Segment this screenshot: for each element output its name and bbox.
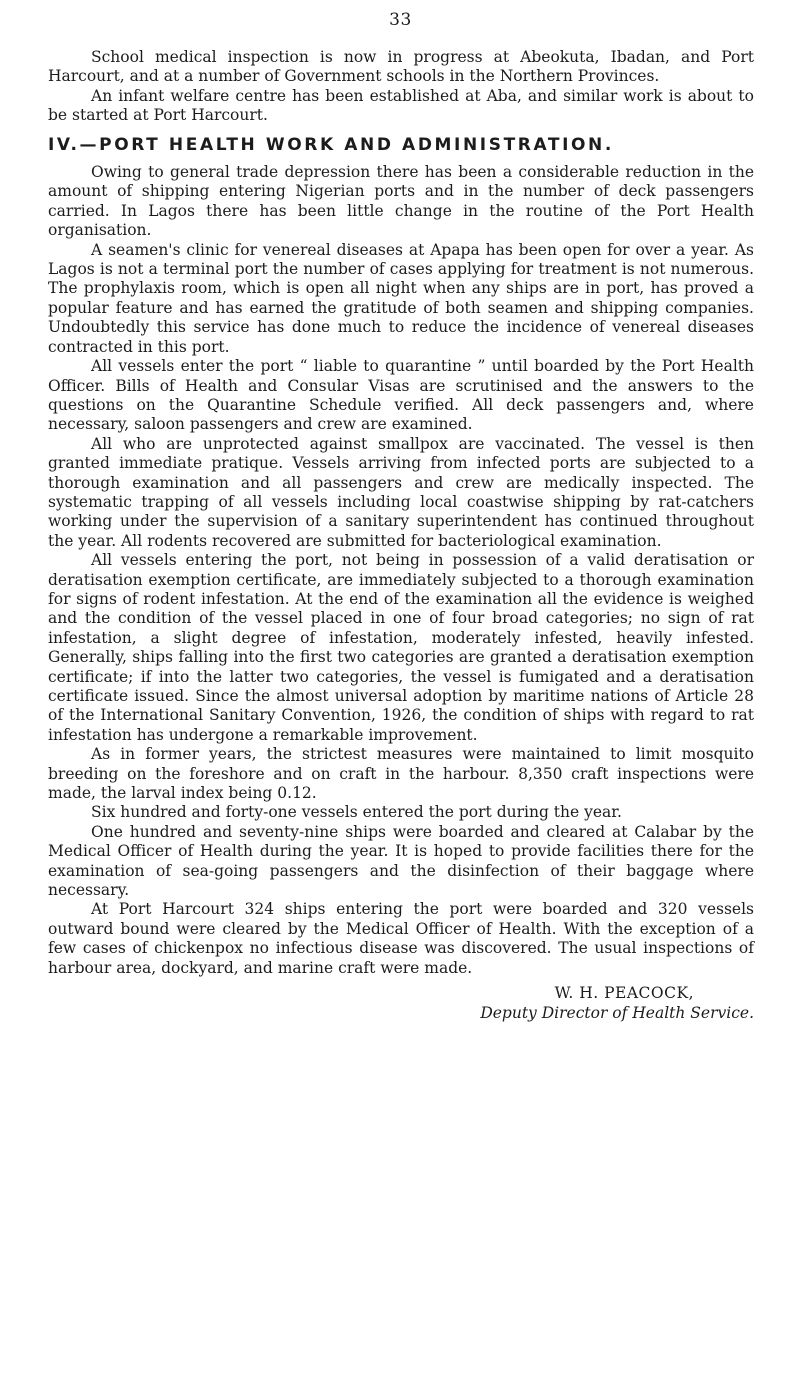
signature-title: Deputy Director of Health Service.: [480, 1003, 754, 1022]
paragraph-calabar: One hundred and seventy-nine ships were boarded and cleared at Calabar by the Medical Officer of Health during the year. It is hoped to provide facilities there for the examination of sea-going passengers and the disinfection of their baggage where necessary.: [48, 822, 754, 900]
paragraph-school-inspection: School medical inspection is now in progress at Abeokuta, Ibadan, and Port Harcourt, and at a number of Government schools in the Northern Provinces.: [48, 48, 754, 86]
paragraph-vessels-entered: Six hundred and forty-one vessels entered the port during the year.: [91, 803, 622, 822]
paragraph-deratisation: All vessels entering the port, not being in possession of a valid deratisation or deratisation exemption certificate, are immediately subjected to a thorough examination for signs of rodent infestation. At the end of the examination all the evidence is weighed and the condition of the vessel placed in one of four broad categories; no sign of rat infestation, a slight degree of infestation, moderately infested, heavily infested. Generally, ships falling into the first two categories are granted a deratisation exemption certificate; if into the latter two categories, the vessel is fumigated and a deratisation certificate issued. Since the almost universal adoption by maritime nations of Article 28 of the International Sanitary Convention, 1926, the condition of ships with regard to rat infestation has undergone a remarkable improvement.: [48, 551, 754, 744]
signature-name: W. H. PEACOCK,: [554, 984, 694, 1003]
paragraph-infant-welfare: An infant welfare centre has been established at Aba, and similar work is about to be started at Port Harcourt.: [48, 86, 754, 125]
signature-block: [48, 984, 754, 1023]
section-heading: IV.—PORT HEALTH WORK AND ADMINISTRATION.: [48, 134, 614, 155]
page-number: 33: [389, 10, 412, 30]
paragraph-mosquito: As in former years, the strictest measures were maintained to limit mosquito breeding on the foreshore and on craft in the harbour. 8,350 craft inspections were made, the larval index being 0.12.: [48, 745, 754, 803]
paragraph-quarantine: All vessels enter the port “ liable to quarantine ” until boarded by the Port Health Officer. Bills of Health and Consular Visas are scrutinised and the answers to the questions on the Quarantine Schedule verified. All deck passengers and, where necessary, saloon passengers and crew are examined.: [48, 357, 754, 434]
paragraph-port-harcourt: At Port Harcourt 324 ships entering the port were boarded and 320 vessels outward bound were cleared by the Medical Officer of Health. With the exception of a few cases of chickenpox no infectious disease was discovered. The usual inspections of harbour area, dockyard, and marine craft were made.: [48, 900, 754, 977]
paragraph-smallpox: All who are unprotected against smallpox are vaccinated. The vessel is then granted immediate pratique. Vessels arriving from infected ports are subjected to a thorough examination and all passengers and crew are medically inspected. The systematic trapping of all vessels including local coastwise shipping by rat-catchers working under the supervision of a sanitary superintendent has continued throughout the year. All rodents recovered are submitted for bacteriological examination.: [48, 434, 754, 550]
page-body: [48, 48, 754, 1023]
paragraph-trade-depression: Owing to general trade depression there has been a considerable reduction in the amount of shipping entering Nigerian ports and in the number of deck passengers carried. In Lagos there has been little change in the routine of the Port Health organisation.: [48, 163, 754, 240]
paragraph-seamens-clinic: A seamen's clinic for venereal diseases at Apapa has been open for over a year. As Lagos is not a terminal port the number of cases applying for treatment is not numerous. The prophylaxis room, which is open all night when any ships are in port, has proved a popular feature and has earned the gratitude of both seamen and shipping companies. Undoubtedly this service has done much to reduce the incidence of venereal diseases contracted in this port.: [48, 240, 754, 356]
